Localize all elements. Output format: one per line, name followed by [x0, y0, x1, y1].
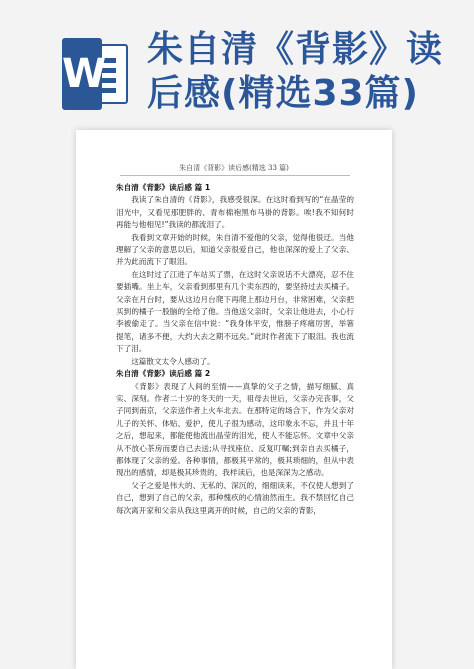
section-heading: 朱自清《背影》读后感 篇 2: [116, 369, 211, 379]
paragraph: 父子之爱是伟大的、无私的、深沉的，细细读来，不仅使人想到了自己，想到了自己的父亲，那种愧疚的心情油然而生。我不禁回忆自己每次离开家和父亲从我这里离开的时候，自己的父亲的背影，: [116, 480, 354, 515]
paragraph: 我看到文章开始的时候，朱自清不爱他的父亲，觉得他很迂。当他理解了父亲的意思以后，知道父亲很爱自己，他也深深的爱上了父亲、并为此而流下了眼泪。: [116, 232, 354, 267]
document-body: [116, 182, 354, 517]
paragraph: 这篇散文太令人感动了。: [131, 356, 215, 366]
running-header: 朱自清《背影》读后感(精选 33 篇): [179, 164, 289, 172]
word-letter-icon: W: [62, 38, 102, 110]
document-page: [76, 130, 392, 669]
section-heading: 朱自清《背影》读后感 篇 1: [116, 183, 211, 192]
header-rule: [120, 175, 350, 176]
paragraph: 我读了朱自清的《背影》，我感受很深。在这时看到写的“在晶莹的泪光中，又看见那肥胖的、青布棉袍黑布马褂的背影。唉!我不知何时再能与他相见!”我读的都流泪了。: [116, 195, 354, 230]
page-title: [147, 28, 467, 116]
title-line-1: 朱自清《背影》读: [147, 29, 444, 70]
title-line-2: 后感(精选33篇): [147, 73, 420, 114]
paragraph: 《背影》表现了人间的至情——真挚的父子之情，描写细腻、真实、深刻。作者二十岁的冬天的一天，祖母去世后，父亲办完丧事，父子同到南京，父亲送作者上火车北去。在那特定的场合下，作为父亲对儿子的关怀、体贴、爱护，使儿子很为感动，这印象永不忘，并且十年之后，想起来，都能使他流出晶莹的泪光，使人不能忘怀。文章中父亲从不放心茶房而要自己去送;从寻找座位、反复叮嘱;到亲自去买橘子，都体现了父亲的爱。各种事情，都极其平常的，极其琐细的，但从中表现出的感情，却是极其珍贵的，我样读后，也是深深为之感动。: [116, 381, 354, 478]
word-logo: [62, 38, 128, 110]
paragraph: 在这时过了江进了车站买了票，在这时父亲说话不大漂亮，忍不住要插嘴。坐上车，父亲看到那里有几个卖东西的，要坚持过去买橘子。父亲在月台时，要从这边月台爬下再爬上那边月台，非常困难，父亲把买到的橘子一股脑的全给了他。当他送父亲时，父亲让他进去，小心行李被偷走了。当父亲在信中说：“我身体平安，惟膀子疼痛厉害，举箸提笔，诸多不便，大约大去之期不远矣。”此时作者流下了眼泪。我也流下了泪。: [116, 269, 354, 354]
